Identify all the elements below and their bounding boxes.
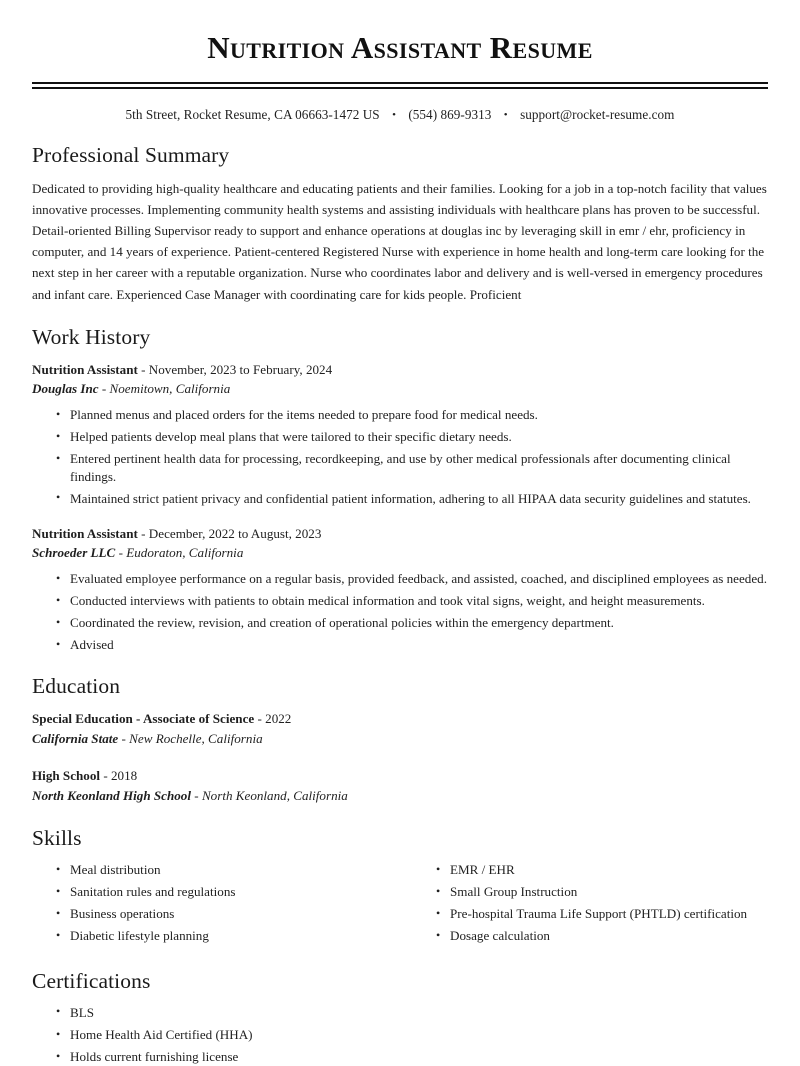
page-title: Nutrition Assistant Resume	[207, 30, 593, 65]
list-item: • Conducted interviews with patients to obtain medical information and took vital signs, weight, and height measurements.	[56, 592, 768, 610]
education-year: 2022	[265, 710, 292, 726]
education-program: Special Education - Associate of Science	[32, 710, 255, 726]
education-entry	[32, 709, 768, 749]
contact-separator-2: •	[503, 108, 508, 121]
education-school-line	[32, 786, 768, 806]
company-dash: -	[118, 545, 123, 561]
education-program-line	[32, 709, 768, 729]
education-school-line	[32, 729, 768, 749]
contact-address: 5th Street, Rocket Resume, CA 06663-1472 US	[125, 106, 380, 122]
list-item: • Holds current furnishing license	[56, 1048, 768, 1066]
work-entry	[32, 360, 768, 508]
skills-columns	[32, 861, 768, 949]
work-entry-title-line	[32, 524, 768, 544]
list-item: • Advised	[56, 636, 768, 654]
school-name: California State	[32, 730, 119, 746]
job-title: Nutrition Assistant	[32, 361, 138, 377]
section-heading-work-history: Work History	[32, 324, 151, 349]
skills-column-left	[32, 861, 400, 949]
summary-text: Dedicated to providing high-quality healthcare and educating patients and their families. Looking for a job in a top-notch facility that values innovative processes. Implementing community health systems and assisting individuals with healthcare plans has proven to be successful. Detail-oriented Billing Supervisor ready to support and enhance operations at douglas inc by leveraging skill in emr / ehr, proficiency in computer, and 14 years of experience. Patient-centered Registered Nurse with experience in home health and long-term care looking for the next step in her career with a reputable organization. Nurse who coordinates labor and delivery and is well-versed in emergency procedures and infant care. Experienced Case Manager with coordinating care for kids people. Proficient	[32, 180, 767, 302]
contact-email: support@rocket-resume.com	[520, 106, 675, 122]
company-name: Schroeder LLC	[32, 545, 116, 561]
work-entry	[32, 524, 768, 654]
school-dash: -	[121, 730, 126, 746]
section-education	[32, 674, 768, 806]
list-item: • Diabetic lifestyle planning	[56, 927, 400, 945]
list-item: • Evaluated employee performance on a regular basis, provided feedback, and assisted, coached, and disciplined employees as needed.	[56, 570, 768, 588]
list-item: • Business operations	[56, 905, 400, 923]
education-program-line	[32, 766, 768, 786]
list-item: • BLS	[56, 1004, 768, 1022]
contact-line	[32, 107, 768, 123]
job-dates: December, 2022 to August, 2023	[148, 525, 322, 541]
school-name: North Keonland High School	[32, 788, 191, 804]
list-item: • Maintained strict patient privacy and confidential patient information, adhering to all HIPAA data security guidelines and statutes.	[56, 490, 768, 508]
job-title-dash: -	[141, 525, 146, 541]
work-entry-company-line	[32, 543, 768, 563]
work-bullet-list	[32, 570, 768, 654]
section-skills	[32, 826, 768, 949]
job-title-dash: -	[141, 361, 146, 377]
education-dash: -	[103, 768, 108, 784]
contact-phone: (554) 869-9313	[408, 106, 492, 122]
work-entry-company-line	[32, 379, 768, 399]
skills-column-right	[400, 861, 768, 949]
education-dash: -	[257, 710, 262, 726]
contact-separator-1: •	[392, 108, 396, 121]
job-title: Nutrition Assistant	[32, 525, 138, 541]
list-item: • Coordinated the review, revision, and creation of operational policies within the emergency department.	[56, 614, 768, 632]
work-bullet-list	[32, 406, 768, 507]
list-item: • EMR / EHR	[436, 861, 768, 879]
resume-page	[0, 29, 800, 1064]
section-heading-certifications: Certifications	[32, 969, 151, 994]
skills-list-right	[412, 861, 768, 945]
school-location: New Rochelle, California	[129, 730, 263, 746]
education-year: 2018	[110, 768, 138, 784]
list-item: • Helped patients develop meal plans that were tailored to their specific dietary needs.	[56, 428, 768, 446]
list-item: • Meal distribution	[56, 861, 400, 879]
work-entry-title-line	[32, 360, 768, 380]
education-entry	[32, 766, 768, 806]
company-dash: -	[101, 381, 107, 397]
list-item: • Sanitation rules and regulations	[56, 883, 400, 901]
list-item: • Home Health Aid Certified (HHA)	[56, 1026, 768, 1044]
list-item: • Entered pertinent health data for processing, recordkeeping, and use by other medical professionals after documenting clinical findings.	[56, 450, 768, 485]
section-certifications	[32, 969, 768, 1065]
list-item: • Small Group Instruction	[436, 883, 768, 901]
school-location: North Keonland, California	[201, 788, 348, 804]
section-heading-education: Education	[32, 673, 121, 698]
header-divider	[32, 82, 768, 89]
education-program: High School	[32, 768, 101, 784]
company-name: Douglas Inc	[32, 381, 99, 397]
section-professional-summary	[32, 143, 768, 305]
section-heading-summary: Professional Summary	[32, 142, 230, 167]
list-item: • Planned menus and placed orders for the items needed to prepare food for medical needs.	[56, 406, 768, 424]
company-location: Eudoraton, California	[126, 545, 244, 561]
list-item: • Dosage calculation	[436, 927, 768, 945]
school-dash: -	[194, 788, 199, 804]
section-work-history	[32, 325, 768, 654]
skills-list-left	[32, 861, 400, 945]
list-item: • Pre-hospital Trauma Life Support (PHTLD) certification	[436, 905, 768, 923]
job-dates: November, 2023 to February, 2024	[148, 361, 333, 377]
section-heading-skills: Skills	[32, 826, 82, 851]
company-location: Noemitown, California	[109, 381, 231, 397]
